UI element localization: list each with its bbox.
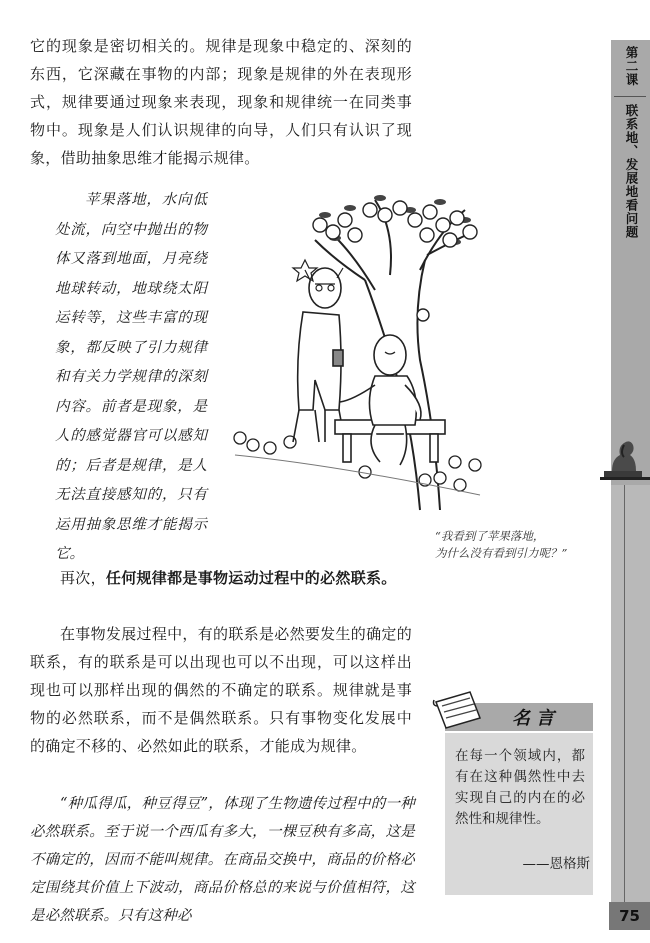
illustration-caption bbox=[435, 528, 605, 562]
caption-line-2: 为什么没有看到引力呢？” bbox=[435, 546, 568, 560]
page-number: 75 bbox=[609, 902, 650, 930]
quote-title: 名言 bbox=[512, 708, 560, 729]
thinker-statue-icon bbox=[600, 425, 650, 485]
quote-author: ——恩格斯 bbox=[522, 856, 590, 872]
law-prefix: 再次， bbox=[60, 569, 106, 587]
scroll-icon bbox=[430, 688, 490, 733]
margin-rule bbox=[624, 485, 625, 903]
paragraph-necessary-connection: 在事物发展过程中，有的联系是必然要发生的确定的联系，有的联系是可以出现也可以不出现，可以这样出现也可以那样出现的偶然的不确定的联系。规律就是事物的必然联系，而不是偶然联系。只有事物变化发展中的确定不移的、必然如此的联系，才能成为规律。 bbox=[30, 625, 412, 755]
lesson-title: 联系地、发展地看问题 bbox=[624, 104, 639, 239]
paragraph-law-heading bbox=[30, 564, 412, 592]
paragraph-seed-example: “种瓜得瓜，种豆得豆”，体现了生物遗传过程中的一种必然联系。至于说一个西瓜有多大，一棵豆秧有多高，这是不确定的，因而不能叫规律。在商品交换中，商品的价格必定围绕其价值上下波动，商品价格总的来说与价值相符，这是必然联系。只有这种必 bbox=[30, 796, 415, 924]
lesson-divider bbox=[614, 96, 646, 97]
caption-line-1: “我看到了苹果落地， bbox=[435, 529, 545, 543]
lesson-label: 第二课 bbox=[624, 46, 639, 87]
law-bold-statement: 任何规律都是事物运动过程中的必然联系。 bbox=[105, 569, 397, 587]
apple-example-text: 苹果落地，水向低处流，向空中抛出的物体又落到地面，月亮绕地球转动，地球绕太阳运转等，这些丰富的现象，都反映了引力规律和有关力学规律的深刻内容。前者是现象，是人的感觉器官可以感知的；后者是规律，是人无法直接感知的，只有运用抽象思维才能揭示它。 bbox=[55, 192, 207, 562]
quote-text: 在每一个领域内，都有在这种偶然性中去实现自己的内在的必然性和规律性。 bbox=[455, 748, 585, 827]
paragraph-phenomenon-law: 它的现象是密切相关的。规律是现象中稳定的、深刻的东西，它深藏在事物的内部；现象是规律的外在表现形式，规律要通过现象来表现，现象和规律统一在同类事物中。现象是人们认识规律的向导，人们只有认识了现象，借助抽象思维才能揭示规律。 bbox=[30, 37, 412, 167]
apple-tree-illustration bbox=[215, 180, 485, 515]
